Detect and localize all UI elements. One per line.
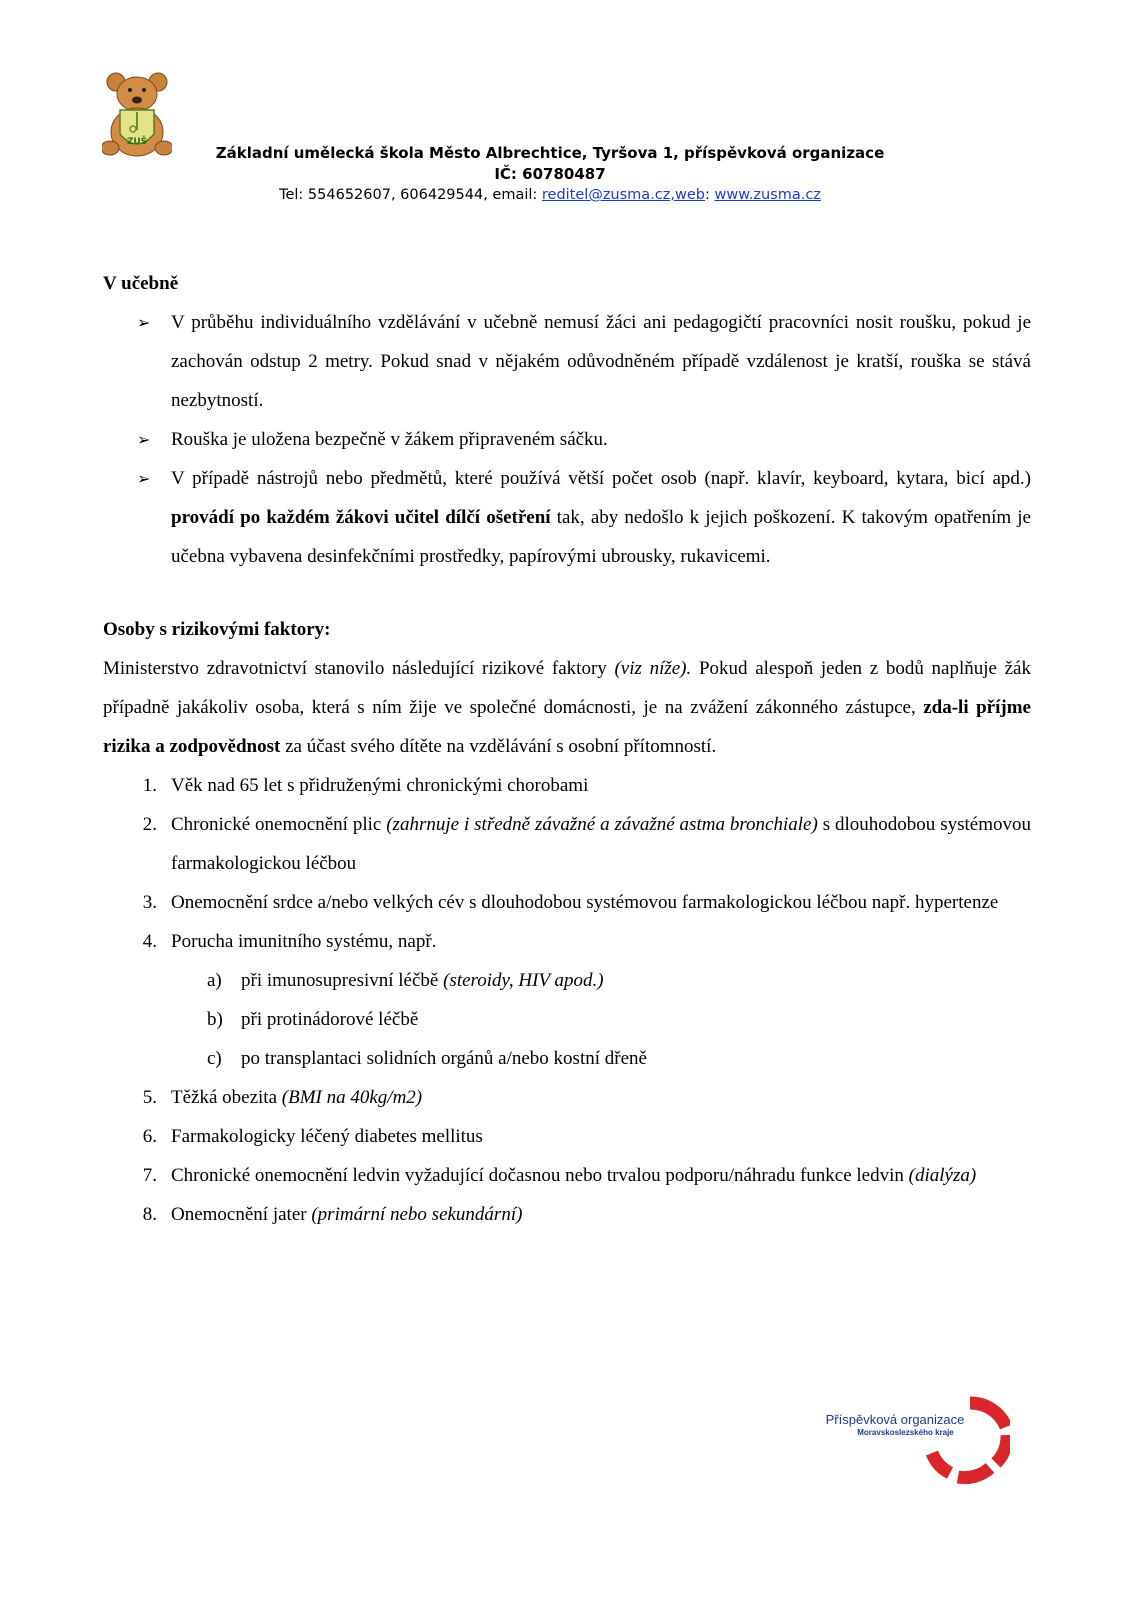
list-item: 3. Onemocnění srdce a/nebo velkých cév s dlouhodobou systémovou farmakologickou léčbou např. hypertenze: [142, 892, 999, 913]
email-link[interactable]: reditel@zusma.cz,web: [541, 187, 705, 203]
classroom-rules-list: [103, 303, 1031, 576]
risk-factors-list: [103, 766, 1031, 1234]
arrow-bullet-icon: ➢: [137, 313, 151, 332]
school-contact: [200, 185, 900, 205]
list-item: 5. Těžká obezita (BMI na 40kg/m2): [142, 1087, 423, 1108]
list-item: 8. Onemocnění jater (primární nebo sekundární): [142, 1204, 523, 1225]
section-heading-risk-factors: Osoby s rizikovými faktory:: [103, 619, 331, 640]
sub-list-item: a) při imunosupresivní léčbě (steroidy, HIV apod.): [207, 970, 604, 991]
sub-list-item: c) po transplantaci solidních orgánů a/nebo kostní dřeně: [207, 1048, 647, 1069]
sub-list-item: b) při protinádorové léčbě: [207, 1009, 419, 1030]
list-item: 4. Porucha imunitního systému, např. a) při imunosupresivní léčbě (steroidy, HIV apod.) b) při protinádorové léčbě c) po transplantaci solidních orgánů a/nebo kostní dřeně: [103, 922, 1031, 1078]
svg-text:ZUŠ: ZUŠ: [126, 137, 148, 147]
arrow-bullet-icon: ➢: [137, 430, 151, 449]
list-item: ➢ Rouška je uložena bezpečně v žákem připraveném sáčku.: [103, 420, 1031, 459]
list-item: 7. Chronické onemocnění ledvin vyžadující dočasnou nebo trvalou podporu/náhradu funkce ledvin (dialýza): [142, 1165, 977, 1186]
contact-phone: Tel: 554652607, 606429544, email:: [279, 187, 542, 203]
list-item: 2. Chronické onemocnění plic (zahrnuje i středně závažné a závažné astma bronchiale) s dlouhodobou systémovou farmakologickou léčbou: [142, 814, 1032, 874]
contact-colon: :: [704, 187, 715, 203]
immune-subitems-list: [171, 961, 1031, 1078]
list-item: ➢ V průběhu individuálního vzdělávání v učebně nemusí žáci ani pedagogičtí pracovníci nosit roušku, pokud je zachován odstup 2 metry. Pokud snad v nějakém odůvodněném případě vzdálenost je kratší, rouška se stává nezbytností.: [103, 303, 1031, 420]
region-logo-title: Příspěvková organizace: [825, 1412, 965, 1427]
list-item: ➢ V případě nástrojů nebo předmětů, které používá větší počet osob (např. klavír, keyboard, kytara, bicí apd.) provádí po každém žákovi učitel dílčí ošetření tak, aby nedošlo k jejich poškození. K takovým opatřením je učebna vybavena desinfekčními prostředky, papírovými ubrousky, rukavicemi.: [103, 459, 1031, 576]
risk-factors-intro: Ministerstvo zdravotnictví stanovilo následující rizikové faktory (viz níže). Pokud alespoň jeden z bodů naplňuje žák případně jakákoliv osoba, která s ním žije ve společné domácnosti, je na zvážení zákonného zástupce, zda-li příjme rizika a zodpovědnost za účast svého dítěte na vzdělávání s osobní přítomností.: [103, 658, 1031, 757]
region-logo-ring: [820, 1395, 1010, 1485]
list-item: 6. Farmakologicky léčený diabetes mellitus: [142, 1126, 483, 1147]
school-ico: IČ: 60780487: [494, 165, 606, 183]
list-item: 1. Věk nad 65 let s přidruženými chronickými chorobami: [142, 775, 589, 796]
document-body: [103, 264, 1031, 1234]
region-logo-subtitle: Moravskoslezského kraje: [857, 1428, 954, 1437]
school-logo-teddy-bear: [102, 72, 172, 158]
arrow-bullet-icon: ➢: [137, 469, 151, 488]
section-heading-classroom: V učebně: [103, 273, 179, 294]
school-name: Základní umělecká škola Město Albrechtice, Tyršova 1, příspěvková organizace: [215, 144, 885, 162]
website-link[interactable]: www.zusma.cz: [714, 187, 821, 203]
